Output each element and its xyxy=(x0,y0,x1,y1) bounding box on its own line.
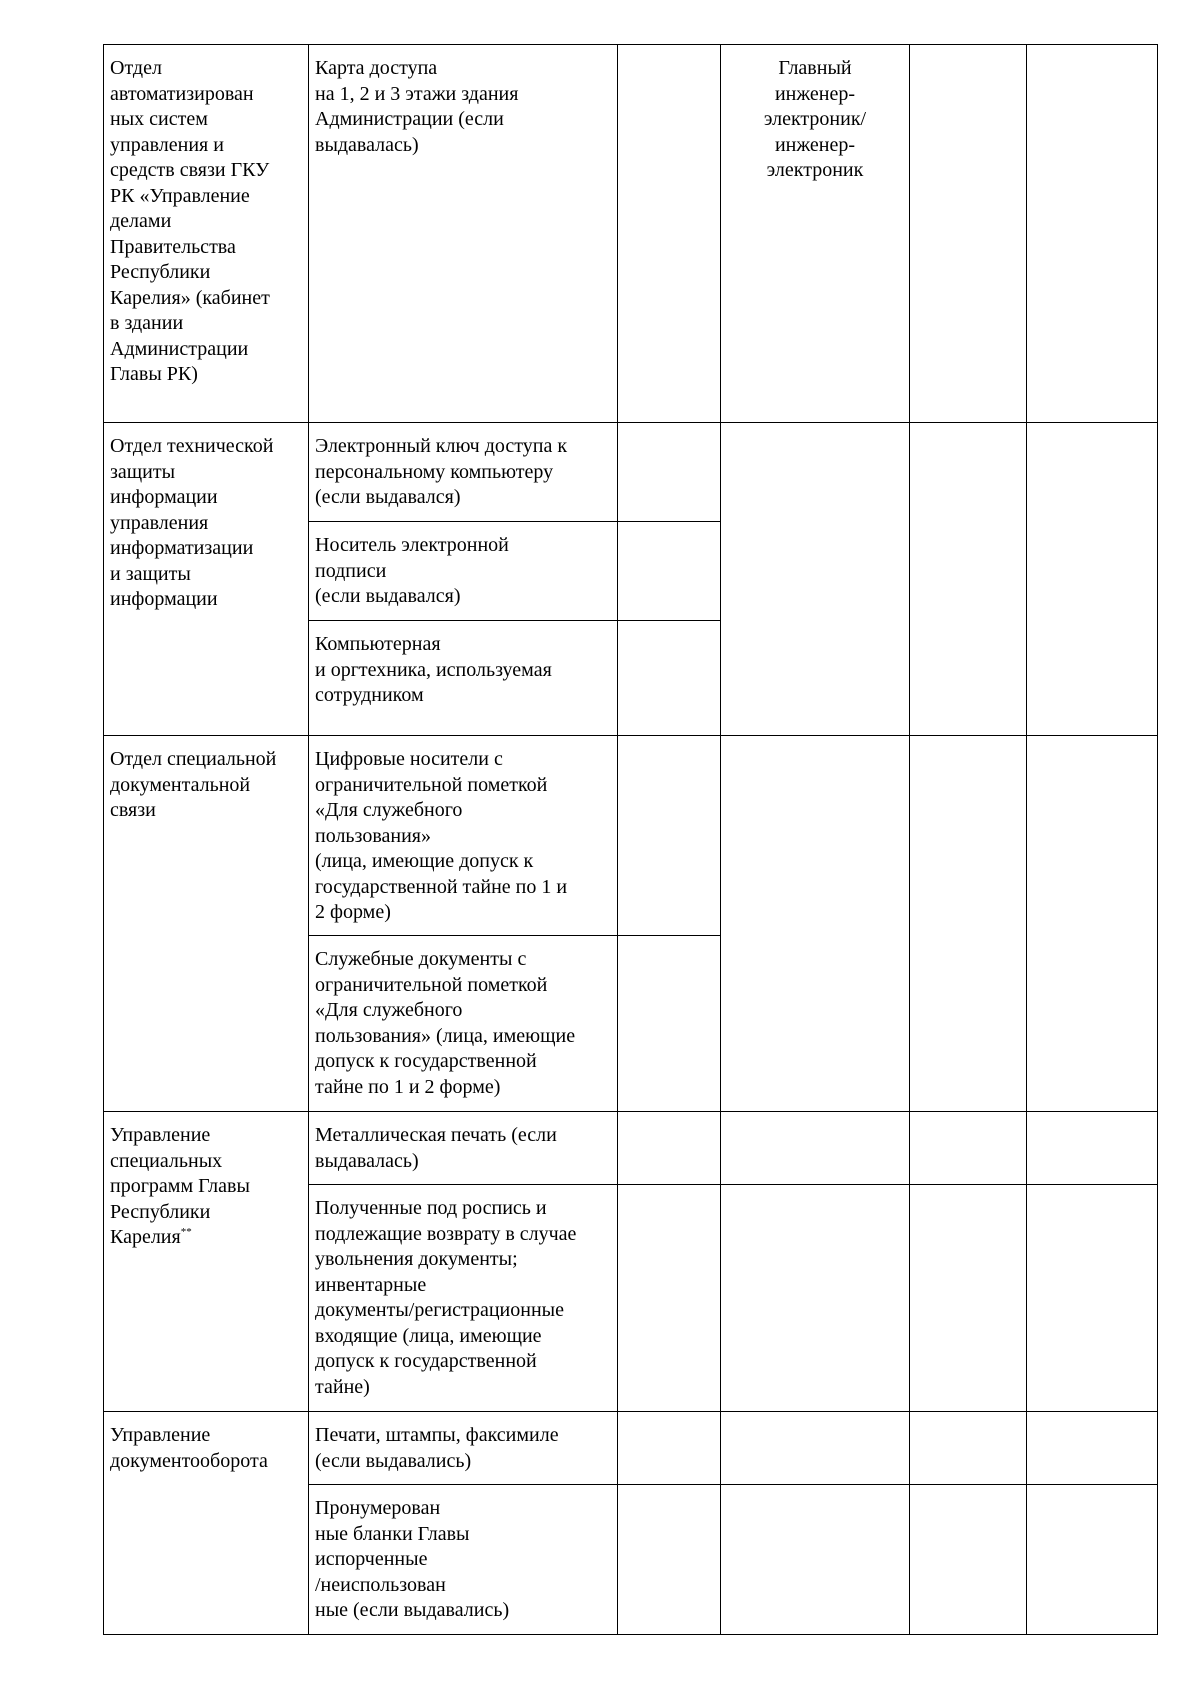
empty-cell xyxy=(1027,736,1158,1112)
footnote-marker: ** xyxy=(180,1226,192,1238)
position-cell: Главный инженер- электроник/ инженер- электроник xyxy=(721,45,910,423)
empty-cell xyxy=(910,1485,1027,1635)
empty-cell xyxy=(618,736,721,936)
department-cell: Управление документооборота xyxy=(104,1412,309,1635)
item-cell: Электронный ключ доступа к персональному компьютеру (если выдавался) xyxy=(309,423,618,522)
table-row xyxy=(104,45,1158,423)
item-cell: Служебные документы с ограничительной пометкой «Для служебного пользования» (лица, имеющие допуск к государственной тайне по 1 и 2 форме) xyxy=(309,936,618,1112)
department-cell xyxy=(104,1112,309,1412)
empty-cell xyxy=(910,423,1027,736)
item-cell: Пронумерован ные бланки Главы испорченные /неиспользован ные (если выдавались) xyxy=(309,1485,618,1635)
item-cell: Металлическая печать (если выдавалась) xyxy=(309,1112,618,1185)
item-cell: Печати, штампы, факсимиле (если выдавались) xyxy=(309,1412,618,1485)
item-cell: Цифровые носители с ограничительной пометкой «Для служебного пользования» (лица, имеющие допуск к государственной тайне по 1 и 2 форме) xyxy=(309,736,618,936)
empty-cell xyxy=(721,1412,910,1485)
empty-cell xyxy=(1027,1412,1158,1485)
table-row xyxy=(104,736,1158,936)
empty-cell xyxy=(721,1112,910,1185)
table-row xyxy=(104,1412,1158,1485)
empty-cell xyxy=(910,1185,1027,1412)
empty-cell xyxy=(1027,1485,1158,1635)
inventory-table xyxy=(103,44,1158,1635)
table-row xyxy=(104,423,1158,522)
empty-cell xyxy=(618,1112,721,1185)
empty-cell xyxy=(1027,1185,1158,1412)
department-cell: Отдел автоматизирован ных систем управления и средств связи ГКУ РК «Управление делами Правительства Республики Карелия» (кабинет в здании Администрации Главы РК) xyxy=(104,45,309,423)
empty-cell xyxy=(910,1412,1027,1485)
empty-cell xyxy=(721,736,910,1112)
empty-cell xyxy=(1027,423,1158,736)
empty-cell xyxy=(618,1485,721,1635)
empty-cell xyxy=(1027,1112,1158,1185)
empty-cell xyxy=(618,45,721,423)
empty-cell xyxy=(910,45,1027,423)
empty-cell xyxy=(721,1485,910,1635)
department-label: Управление специальных программ Главы Республики Карелия xyxy=(110,1124,250,1248)
empty-cell xyxy=(910,736,1027,1112)
empty-cell xyxy=(618,423,721,522)
empty-cell xyxy=(721,1185,910,1412)
empty-cell xyxy=(1027,45,1158,423)
empty-cell xyxy=(721,423,910,736)
empty-cell xyxy=(618,1185,721,1412)
empty-cell xyxy=(910,1112,1027,1185)
department-cell: Отдел специальной документальной связи xyxy=(104,736,309,1112)
table-row xyxy=(104,1112,1158,1185)
item-cell: Карта доступа на 1, 2 и 3 этажи здания Администрации (если выдавалась) xyxy=(309,45,618,423)
item-cell: Полученные под роспись и подлежащие возврату в случае увольнения документы; инвентарные документы/регистрационные входящие (лица, имеющие допуск к государственной тайне) xyxy=(309,1185,618,1412)
empty-cell xyxy=(618,621,721,736)
item-cell: Компьютерная и оргтехника, используемая сотрудником xyxy=(309,621,618,736)
item-cell: Носитель электронной подписи (если выдавался) xyxy=(309,522,618,621)
empty-cell xyxy=(618,936,721,1112)
department-cell: Отдел технической защиты информации управления информатизации и защиты информации xyxy=(104,423,309,736)
empty-cell xyxy=(618,522,721,621)
empty-cell xyxy=(618,1412,721,1485)
